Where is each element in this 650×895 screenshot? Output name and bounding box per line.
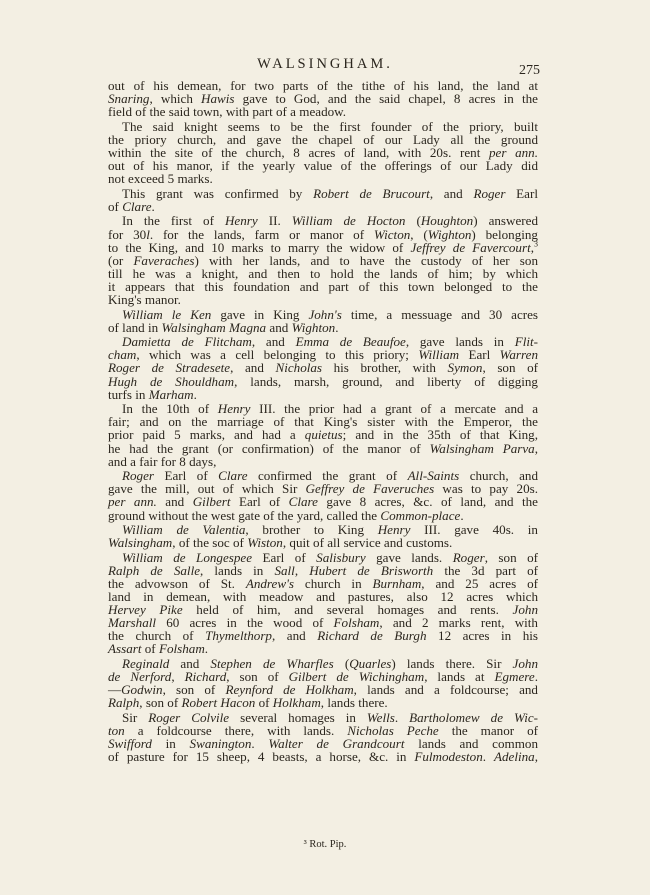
text-line: Hervey Pike held of him, and several homages and rents. John (108, 602, 538, 618)
text-line: for 30l. for the lands, farm or manor of Wicton, (Wighton) belonging (108, 226, 538, 242)
text-line: Reginald and Stephen de Wharfles (Quarles) lands there. Sir John (122, 656, 538, 672)
text-line: Snaring, which Hawis gave to God, and the said chapel, 8 acres in the (108, 91, 538, 107)
text-line: de Nerford, Richard, son of Gilbert de Wichingham, lands at Egmere. (108, 669, 538, 685)
text-line: he had the grant (or confirmation) of the manor of Walsingham Parva, (108, 440, 538, 456)
text-line: it appears that this foundation and part of this town belonged to the (108, 278, 538, 294)
text-line: —Godwin, son of Reynford de Holkham, lands and a foldcourse; and (108, 682, 538, 698)
text-line: land in demean, with meadow and pastures, also 12 acres which (108, 589, 538, 605)
text-line: of pasture for 15 sheep, 4 beasts, a horse, &c. in Fulmodeston. Adelina, (108, 749, 538, 765)
text-line: In the 10th of Henry III. the prior had a grant of a mercate and a (122, 401, 539, 417)
text-line: and a fair for 8 days, (108, 453, 217, 469)
text-line: Ralph, son of Robert Hacon of Holkham, lands there. (108, 695, 388, 711)
footnote: ³ Rot. Pip. (303, 839, 347, 850)
text-line: the church of Thymelthorp, and Richard de Burgh 12 acres in his (108, 628, 538, 644)
text-line: gave the mill, out of which Sir Geffrey de Faveruches was to pay 20s. (108, 481, 538, 497)
text-line: out of his manor, if the yearly value of the offerings of our Lady did (108, 158, 538, 174)
text-line: William de Valentia, brother to King Henry III. gave 40s. in (122, 522, 538, 538)
text-line: prior paid 5 marks, and had a quietus; and in the 35th of that King, (108, 427, 538, 443)
body-text (108, 79, 538, 763)
text-line: not exceed 5 marks. (108, 171, 213, 187)
text-line: Roger de Stradesete, and Nicholas his brother, with Symon, son of (108, 360, 539, 376)
text-line: per ann. and Gilbert Earl of Clare gave 8 acres, &c. of land, and the (108, 494, 538, 510)
text-line: the priory church, and gave the chapel of our Lady all the ground (108, 131, 538, 147)
text-line: to the King, and 10 marks to marry the widow of Jeffrey de Favercourt,$^3$ (108, 239, 538, 255)
text-line: turfs in Marham. (108, 386, 197, 402)
text-line: Ralph de Salle, lands in Sall, Hubert de Brisworth the 3d part of (108, 562, 538, 578)
page-number: 275 (519, 63, 540, 78)
text-line: Damietta de Flitcham, and Emma de Beaufoe, gave lands in Flit- (122, 334, 538, 350)
text-line: fair; and on the marriage of that King's sister with the Emperor, the (108, 414, 538, 430)
text-line: ton a foldcourse there, with lands. Nicholas Peche the manor of (108, 723, 538, 738)
text-line: Sir Roger Colvile several homages in Wells. Bartholomew de Wic- (122, 709, 539, 725)
text-line: Walsingham, of the soc of Wiston, quit of all service and customs. (108, 535, 453, 551)
text-line: In the first of Henry II. William de Hocton (Houghton) answered (122, 213, 539, 229)
text-line: till he was a knight, and then to hold the lands of him; by which (108, 265, 538, 281)
text-line: the advowson of St. Andrew's church in Burnham, and 25 acres of (108, 575, 538, 591)
text-line: King's manor. (108, 292, 181, 307)
text-line: William le Ken gave in King John's time, a messuage and 30 acres (122, 306, 539, 322)
text-line: (or Faveraches) with her lands, and to have the custody of her son (108, 252, 538, 268)
text-line: of land in Walsingham Magna and Wighton. (108, 319, 339, 335)
text-line: of Clare. (108, 198, 155, 214)
text-line: Hugh de Shouldham, lands, marsh, ground, and liberty of digging (108, 373, 538, 389)
text-line: field of the said town, with part of a meadow. (108, 104, 347, 120)
text-line: out of his demean, for two parts of the tithe of his land, the land at (108, 78, 538, 93)
text-line: Swifford in Swanington. Walter de Grandcourt lands and common (108, 736, 539, 752)
text-line: William de Longespee Earl of Salisbury gave lands. Roger, son of (122, 549, 538, 565)
text-line: ground without the west gate of the yard, called the Common-place. (108, 507, 464, 523)
text-line: Assart of Folsham. (108, 641, 209, 657)
text-line: Roger Earl of Clare confirmed the grant of All-Saints church, and (122, 468, 538, 484)
text-line: within the site of the church, 8 acres of land, with 20s. rent per ann. (108, 144, 538, 160)
running-head: WALSINGHAM. (257, 56, 393, 72)
text-line: The said knight seems to be the first founder of the priory, built (122, 118, 538, 134)
text-line: This grant was confirmed by Robert de Brucourt, and Roger Earl (122, 185, 538, 201)
text-line: Marshall 60 acres in the wood of Folsham, and 2 marks rent, with (108, 615, 538, 631)
text-line: cham, which was a cell belonging to this priory; William Earl Warren (108, 347, 538, 363)
